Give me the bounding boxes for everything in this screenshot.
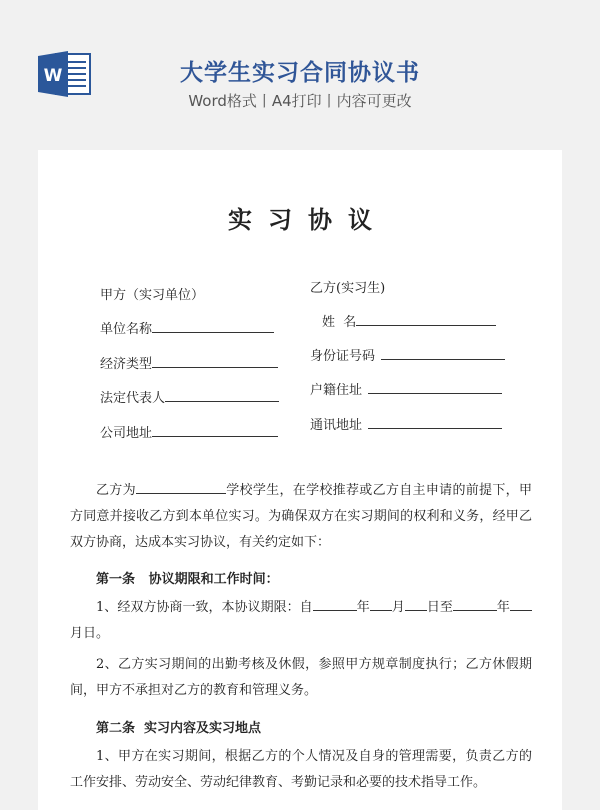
article-1-heading: 第一条 协议期限和工作时间： [96, 572, 279, 587]
company-address-blank [152, 422, 278, 437]
header-title: 大学生实习合同协议书 [180, 60, 420, 86]
party-a-label: 甲方（实习单位） [100, 288, 205, 303]
end-year-blank [453, 597, 497, 611]
unit-name-blank [152, 318, 274, 333]
mailing-address-label: 通讯地址 [310, 418, 363, 433]
start-year-blank [313, 597, 357, 611]
legal-rep-blank [165, 387, 279, 402]
article-1-item-1: 1、经双方协商一致，本协议期限：自 年 月 日至 年月日。 [70, 595, 532, 647]
name-label: 姓 名 [322, 315, 357, 330]
mailing-address-field [310, 414, 502, 433]
article-1-item-2: 2、乙方实习期间的出勤考核及休假，参照甲方规章制度执行；乙方休假期间，甲方不承担对乙方的教育和管理义务。 [70, 657, 532, 698]
name-field [322, 311, 496, 330]
header-subtitle: Word格式丨A4打印丨内容可更改 [188, 92, 412, 110]
school-blank [136, 480, 226, 494]
company-address-label: 公司地址 [100, 426, 153, 441]
id-number-field [310, 345, 505, 364]
id-number-label: 身份证号码 [310, 349, 376, 364]
economic-type-field [100, 353, 278, 372]
household-label: 户籍住址 [310, 383, 363, 398]
economic-type-label: 经济类型 [100, 357, 153, 372]
article-2-heading: 第二条 实习内容及实习地点 [96, 721, 262, 736]
unit-name-field [100, 318, 274, 337]
household-blank [368, 379, 502, 394]
start-month-blank [370, 597, 392, 611]
household-field [310, 379, 502, 398]
id-number-blank [381, 345, 505, 360]
economic-type-blank [152, 353, 278, 368]
intro-text-2: 学校学生，在学校推荐或乙方自主申请的前提下，甲方同意并接收乙方到本单位实习。为确保双方在实习期间的权利和义务，经甲乙双方协商，达成本实习协议，有关约定如下： [70, 483, 532, 550]
intro-paragraph [70, 478, 532, 556]
word-icon-letter: W [43, 66, 63, 86]
mailing-address-blank [368, 414, 502, 429]
start-day-blank [405, 597, 427, 611]
document-page [38, 150, 562, 810]
unit-name-label: 单位名称 [100, 322, 153, 337]
legal-rep-field [100, 387, 279, 406]
name-blank [356, 311, 496, 326]
legal-rep-label: 法定代表人 [100, 391, 166, 406]
intro-text-1: 乙方为 [96, 483, 136, 498]
article-2-item-1: 1、甲方在实习期间，根据乙方的个人情况及自身的管理需要，负责乙方的工作安排、劳动安全、劳动纪律教育、考勤记录和必要的技术指导工作。 [70, 749, 532, 790]
party-b-label: 乙方(实习生) [310, 281, 386, 296]
company-address-field [100, 422, 278, 441]
end-month-blank [510, 597, 532, 611]
document-title: 实习协议 [228, 205, 388, 234]
